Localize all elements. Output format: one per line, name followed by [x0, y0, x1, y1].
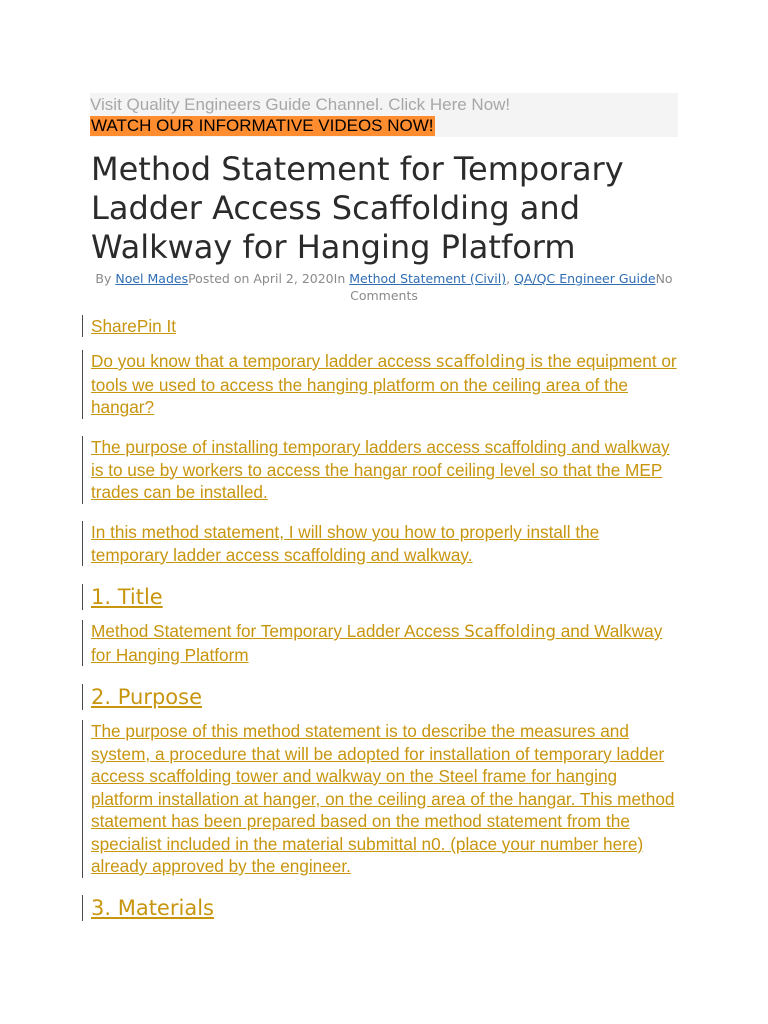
intro-paragraph-3 [82, 521, 681, 566]
meta-separator: , [506, 271, 515, 286]
paragraph-span: is the equipment or tools we used to access the hanging platform on the ceiling area of the hangar? [91, 351, 677, 417]
article-title: Method Statement for Temporary Ladder Access Scaffolding and Walkway for Hanging Platform [91, 150, 624, 266]
author-link[interactable]: Noel Mades [115, 271, 189, 286]
heading-purpose[interactable]: 2. Purpose [91, 685, 202, 709]
article-meta [91, 270, 677, 304]
section-purpose-heading [82, 684, 202, 710]
meta-comments: No Comments [350, 271, 673, 303]
category-link-qaqc[interactable]: QA/QC Engineer Guide [514, 271, 656, 286]
meta-posted: Posted on April 2, 2020In [188, 271, 350, 286]
share-block [82, 315, 176, 337]
section-materials-heading [82, 895, 214, 921]
section-title-heading [82, 584, 163, 610]
category-link-civil[interactable]: Method Statement (Civil) [349, 271, 507, 286]
heading-title[interactable]: 1. Title [91, 585, 163, 609]
scaffolding-term: Scaffolding [464, 622, 556, 641]
paragraph-text[interactable] [91, 620, 681, 666]
videos-link[interactable]: WATCH OUR INFORMATIVE VIDEOS NOW! [91, 116, 434, 135]
pin-button[interactable]: Pin It [136, 316, 177, 336]
section-purpose-body [82, 720, 681, 878]
scaffolding-term: scaffolding [435, 352, 526, 371]
paragraph-text[interactable]: The purpose of this method statement is to describe the measures and system, a procedure that will be adopted for installation of temporary ladder access scaffolding tower and walkway on the Steel frame for hanging platform installation at hanger, on the ceiling area of the hangar. This method statement has been prepared based on the method statement from the specialist included in the material submittal n0. (place your number here) already approved by the engineer. [91, 721, 675, 876]
paragraph-span: and Walkway for Hanging Platform [91, 621, 663, 665]
channel-link[interactable]: Visit Quality Engineers Guide Channel. Click Here Now! [90, 95, 511, 114]
meta-by: By [95, 271, 116, 286]
section-title-body [82, 620, 681, 666]
paragraph-span: Method Statement for Temporary Ladder Access [91, 621, 465, 641]
share-button[interactable]: Share [91, 316, 137, 336]
paragraph-text[interactable] [91, 350, 681, 419]
heading-materials[interactable]: 3. Materials [91, 896, 214, 920]
paragraph-text[interactable]: The purpose of installing temporary ladders access scaffolding and walkway is to use by workers to access the hangar roof ceiling level so that the MEP trades can be installed. [91, 437, 670, 502]
intro-paragraph-1 [82, 350, 681, 419]
intro-paragraph-2 [82, 436, 681, 504]
paragraph-span: Do you know that a temporary ladder access [91, 351, 436, 371]
paragraph-text[interactable]: In this method statement, I will show you how to properly install the temporary ladder access scaffolding and walkway. [91, 522, 600, 565]
